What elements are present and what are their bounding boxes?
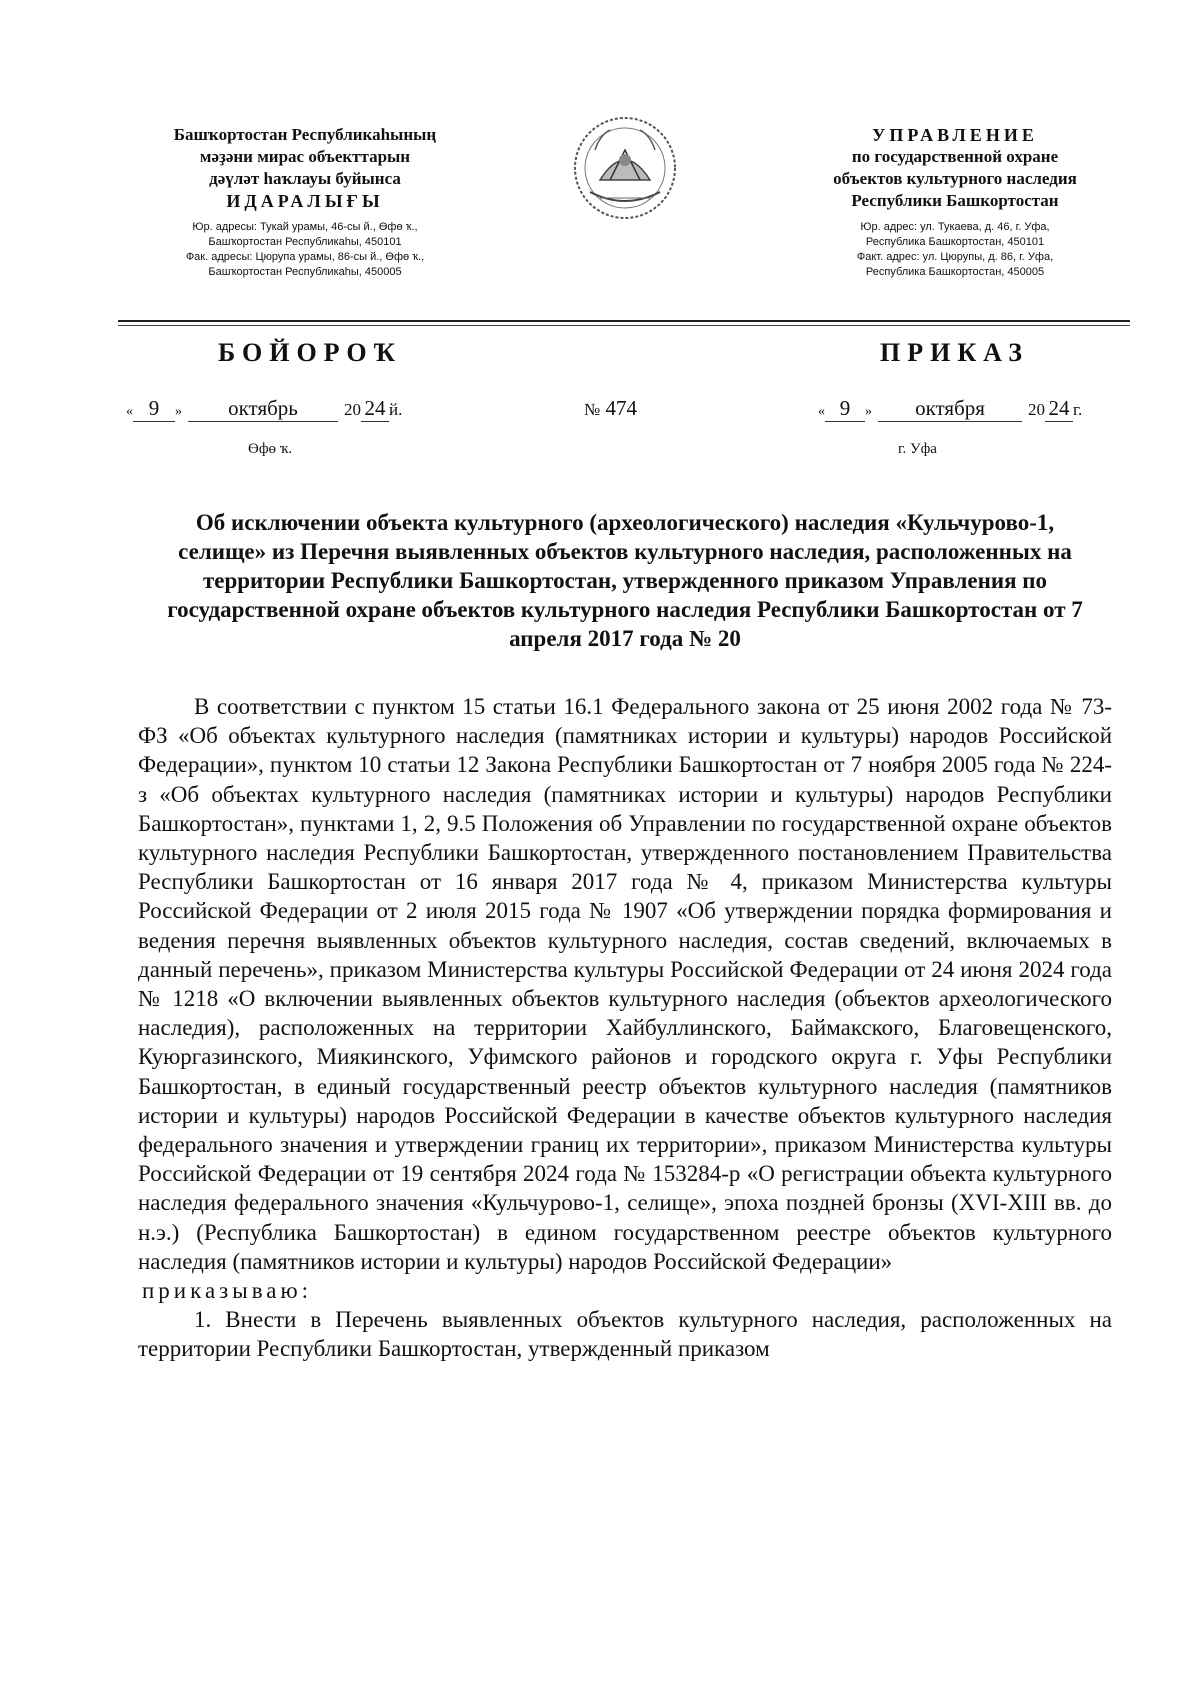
address-block [120, 220, 490, 280]
number-value: 474 [605, 396, 637, 420]
date-left [126, 396, 402, 422]
number-sign: № [584, 400, 601, 419]
open-quote: « [818, 404, 825, 419]
date-month: октябрь [188, 396, 338, 422]
address-line: Республика Башкортостан, 450005 [865, 266, 1045, 278]
date-year-prefix: 20 [344, 400, 361, 419]
org-line: Башҡортостан Республикаһының [173, 125, 437, 144]
address-line: Башҡортостан Республикаһы, 450005 [208, 266, 402, 278]
org-name-spaced: УПРАВЛЕНИЕ [872, 125, 1038, 145]
date-year-suffix: 24 [361, 396, 389, 422]
close-quote: » [175, 404, 182, 419]
address-line: Республика Башкортостан, 450101 [865, 236, 1045, 248]
org-name-spaced: ИДАРАЛЫҒЫ [226, 191, 384, 211]
address-line: Факт. адрес: ул. Цюрупы, д. 86, г. Уфа, [856, 251, 1054, 263]
date-year-prefix: 20 [1028, 400, 1045, 419]
address-block [790, 220, 1120, 280]
doc-type-russian: ПРИКАЗ [880, 338, 1030, 367]
bashkortostan-emblem-icon [570, 110, 680, 230]
date-right [818, 396, 1082, 422]
date-month: октября [878, 396, 1022, 422]
org-line: дәүләт һаҡлауы буйынса [209, 169, 401, 188]
order-title: Об исключении объекта культурного (археологического) наследия «Кульчурово-1, селище» из Перечня выявленных объектов культурного наследия, расположенных на территории Республики Башкортостан, утвержденного приказом Управления по государственной охране объектов культурного наследия Республики Башкортостан от 7 апреля 2017 года № 20 [167, 510, 1083, 651]
org-line: мәҙәни мирас объекттарын [199, 147, 411, 166]
date-day: 9 [825, 396, 865, 422]
doc-type-bashkir: БОЙОРОҠ [218, 338, 403, 367]
open-quote: « [126, 404, 133, 419]
header-left-organization [120, 124, 490, 280]
date-year-word: г. [1073, 400, 1083, 419]
address-line: Юр. адресы: Тукай урамы, 46-сы й., Өфө ҡ., [192, 221, 418, 233]
order-body [138, 692, 1112, 1364]
date-year-word: й. [389, 400, 403, 419]
order-item-1: 1. Внести в Перечень выявленных объектов культурного наследия, расположенных на территории Республики Башкортостан, утвержденный приказом [138, 1307, 1112, 1362]
date-day: 9 [133, 396, 175, 422]
org-line: объектов культурного наследия [833, 169, 1077, 188]
doc-number [584, 396, 637, 421]
header-right-organization [790, 124, 1120, 280]
address-line: Юр. адрес: ул. Тукаева, д. 46, г. Уфа, [860, 221, 1050, 233]
header-divider [118, 320, 1130, 322]
preamble-paragraph: В соответствии с пунктом 15 статьи 16.1 Федерального закона от 25 июня 2002 года № 73-ФЗ «Об объектах культурного наследия (памятниках истории и культуры) народов Российской Федерации», пунктом 10 статьи 12 Закона Республики Башкортостан от 7 ноября 2005 года № 224-з «Об объектах культурного наследия (памятниках истории и культуры) народов Республики Башкортостан», пунктами 1, 2, 9.5 Положения об Управлении по государственной охране объектов культурного наследия Республики Башкортостан, утвержденного постановлением Правительства Республики Башкортостан от 16 января 2017 года № 4, приказом Министерства культуры Российской Федерации от 2 июля 2015 года № 1907 «Об утверждении порядка формирования и ведения перечня выявленных объектов культурного наследия, состав сведений, включаемых в данный перечень», приказом Министерства культуры Российской Федерации от 24 июня 2024 года № 1218 «О включении выявленных объектов культурного наследия (объектов археологического наследия), расположенных на территории Хайбуллинского, Баймакского, Благовещенского, Куюргазинского, Миякинского, Уфимского районов и городского округа г. Уфы Республики Башкортостан, в единый государственный реестр объектов культурного наследия (памятников истории и культуры) народов Российской Федерации в качестве объектов культурного наследия федерального значения и утверждении границ их территории», приказом Министерства культуры Российской Федерации от 19 сентября 2024 года № 153284-р «О регистрации объекта культурного наследия федерального значения «Кульчурово-1, селище», эпоха поздней бронзы (XVI-XIII вв. до н.э.) (Республика Башкортостан) в едином государственном реестре объектов культурного наследия (памятников истории и культуры) народов Российской Федерации» [138, 694, 1112, 1274]
city-right: г. Уфа [898, 441, 937, 457]
close-quote: » [865, 404, 872, 419]
date-year-suffix: 24 [1045, 396, 1073, 422]
city-left: Өфө ҡ. [248, 441, 293, 457]
address-line: Фак. адресы: Цюрупа урамы, 86-сы й., Өфө ҡ., [185, 251, 425, 263]
header-divider-thin [118, 325, 1130, 326]
org-line: по государственной охране [851, 147, 1059, 166]
order-word: приказываю: [142, 1278, 313, 1304]
org-line: Республики Башкортостан [851, 191, 1059, 210]
address-line: Башҡортостан Республикаһы, 450101 [208, 236, 402, 248]
